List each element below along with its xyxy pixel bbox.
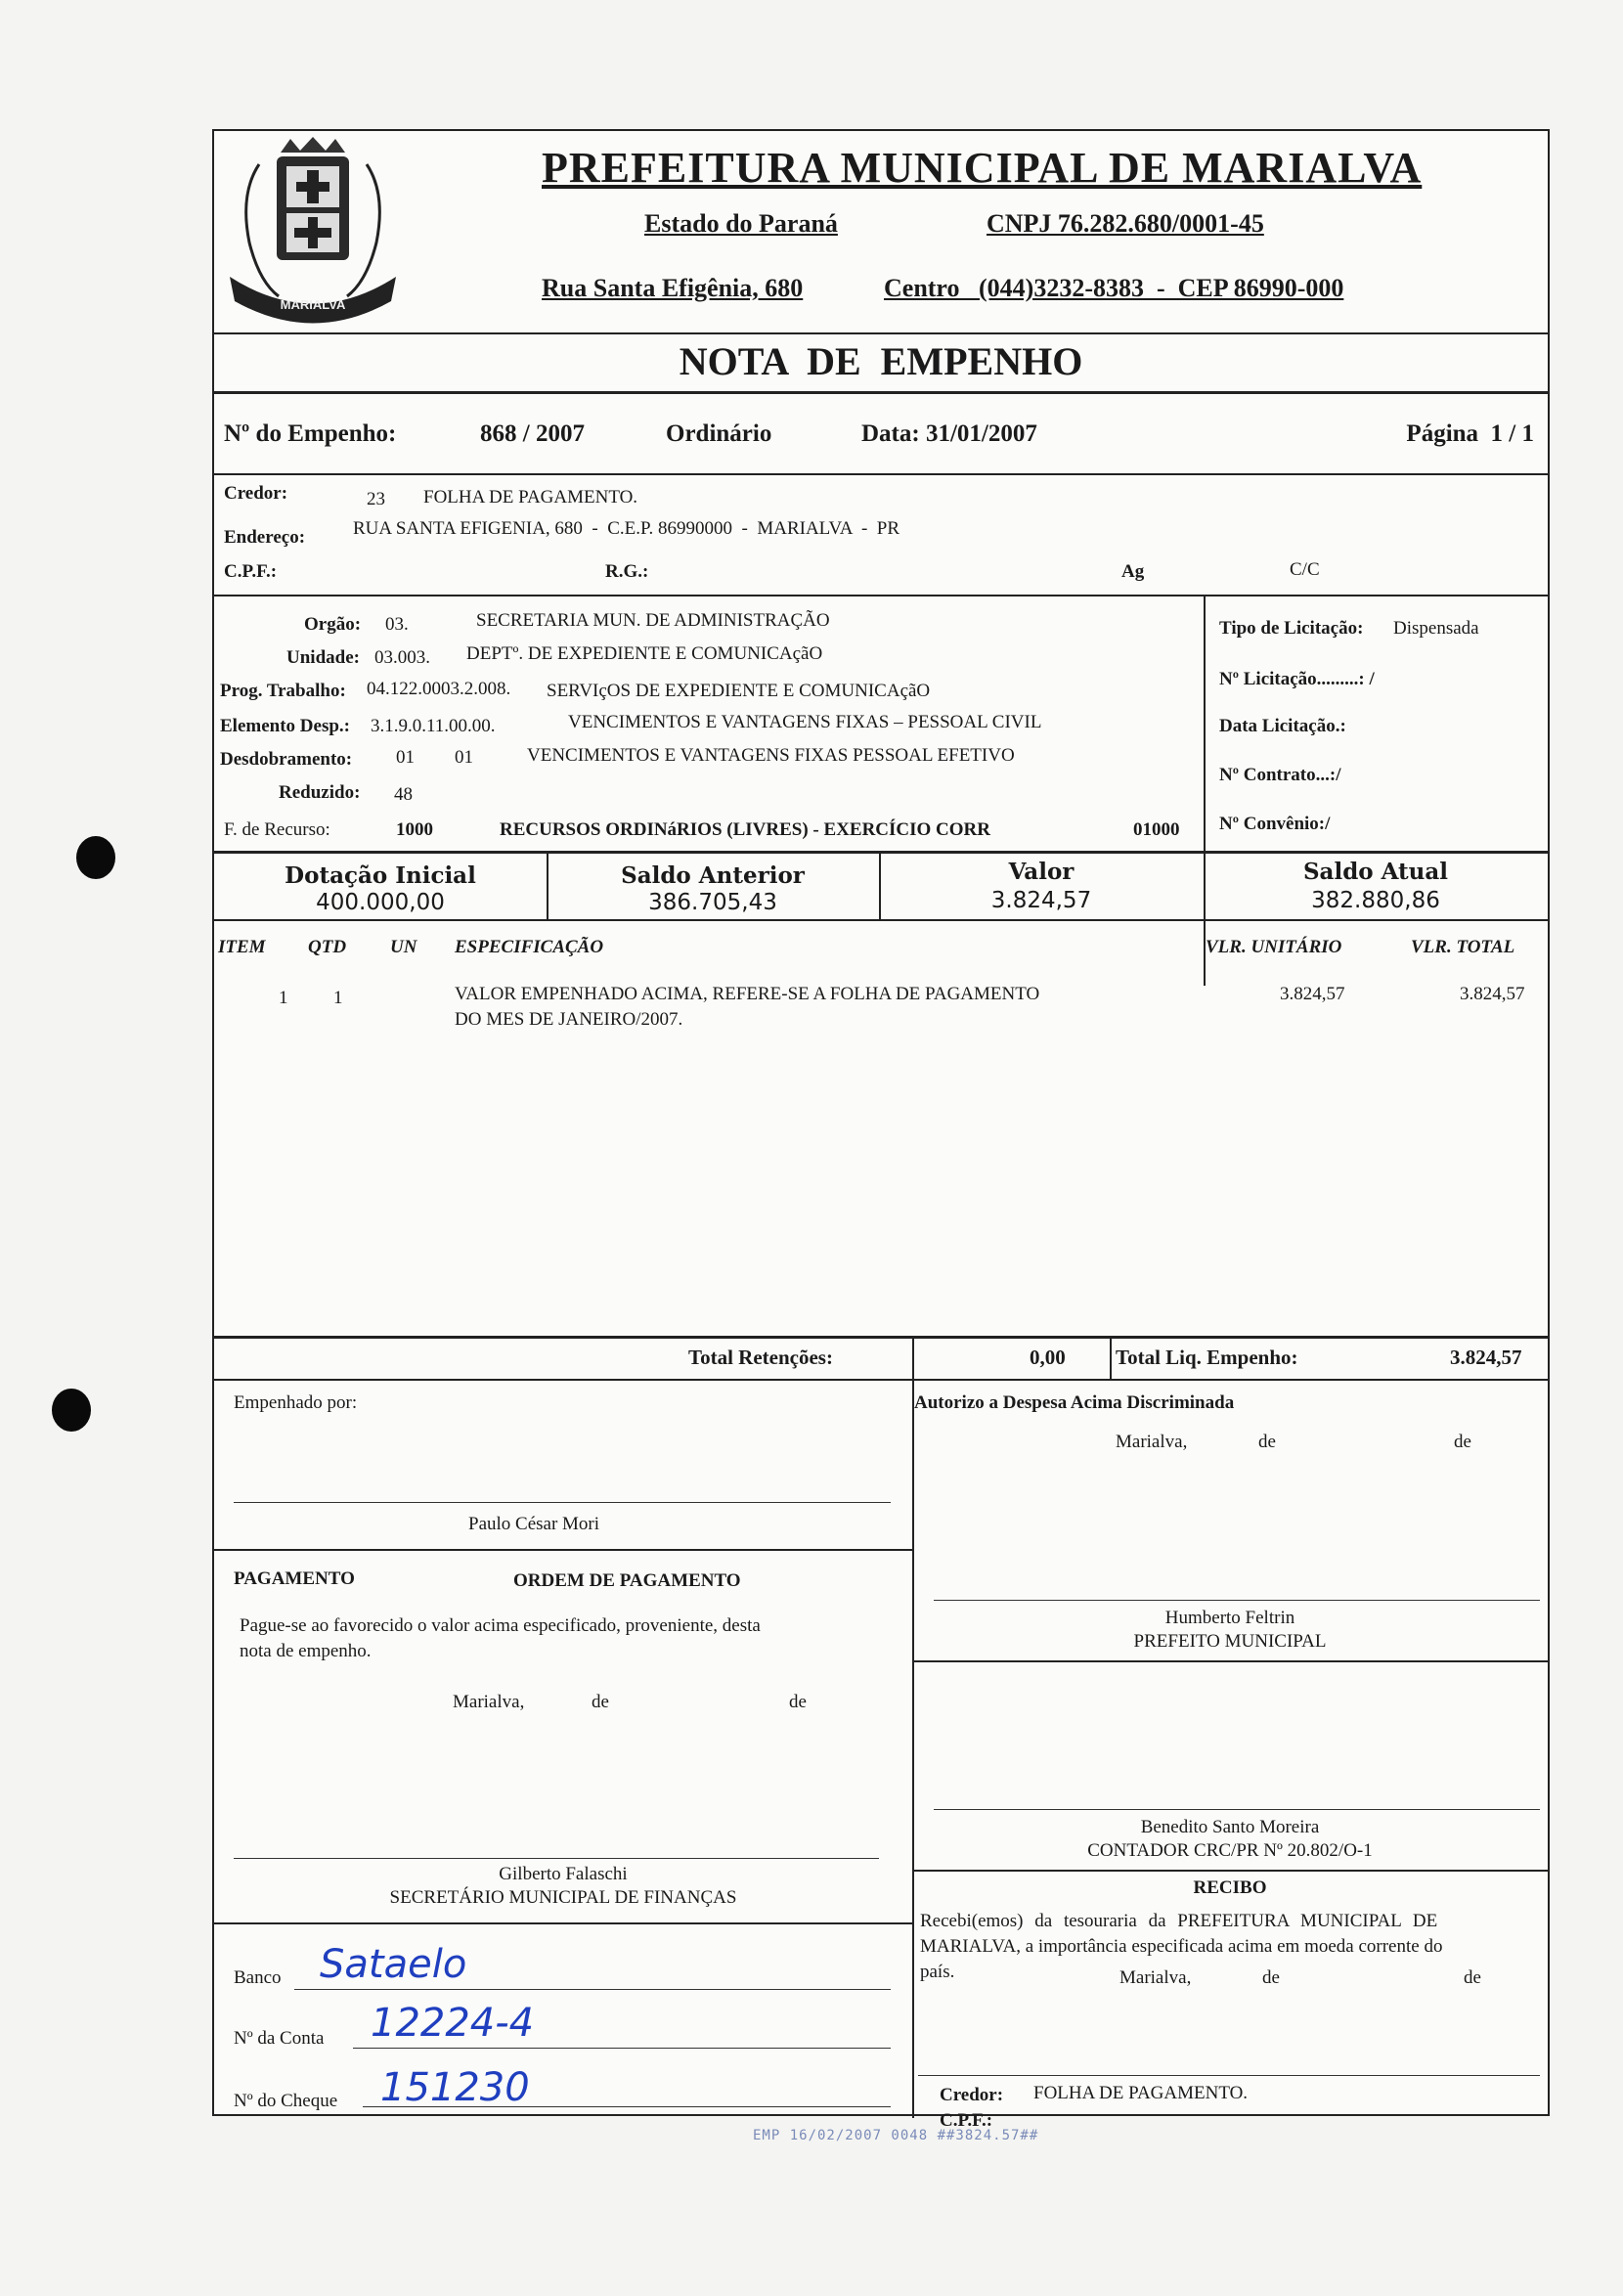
recibo-title: RECIBO — [1193, 1877, 1267, 1898]
item-unit-value: 3.824,57 — [1280, 984, 1345, 1004]
elemento-label: Elemento Desp.: — [220, 716, 350, 736]
ordem-de1: de — [592, 1692, 609, 1712]
cpf-label: C.P.F.: — [224, 561, 278, 582]
dotacao-inicial-value: 400.000,00 — [316, 890, 445, 915]
banco-label: Banco — [234, 1967, 282, 1988]
binder-hole-top — [76, 836, 115, 879]
empenho-type: Ordinário — [666, 420, 772, 447]
page-number: Página 1 / 1 — [1406, 420, 1534, 447]
header-contact: Centro (044)3232-8383 - CEP 86990-000 — [884, 274, 1344, 302]
total-retencoes-value: 0,00 — [1030, 1346, 1066, 1369]
recibo-text-line3: país. — [920, 1962, 955, 1982]
municipal-seal — [220, 135, 406, 331]
nota-empenho-form — [212, 129, 1550, 2131]
col-vlr-total: VLR. TOTAL — [1411, 937, 1515, 957]
credor-label: Credor: — [224, 483, 288, 504]
col-un: UN — [390, 937, 417, 957]
prog-trabalho-label: Prog. Trabalho: — [220, 681, 346, 701]
total-liq-value: 3.824,57 — [1450, 1346, 1522, 1369]
valor-label: Valor — [1008, 859, 1075, 885]
contador-title: CONTADOR CRC/PR Nº 20.802/O-1 — [1087, 1840, 1373, 1861]
header-address: Rua Santa Efigênia, 680 — [542, 274, 804, 302]
item-number: 1 — [279, 988, 288, 1008]
dotacao-inicial-label: Dotação Inicial — [285, 862, 476, 889]
contrato-number: Nº Contrato...:/ — [1219, 765, 1341, 785]
rg-label: R.G.: — [605, 561, 649, 582]
recurso-label: F. de Recurso: — [224, 819, 330, 840]
total-retencoes-label: Total Retenções: — [688, 1346, 833, 1369]
contador-name: Benedito Santo Moreira — [1140, 1817, 1320, 1837]
autorizo-place: Marialva, — [1116, 1432, 1188, 1452]
item-total-value: 3.824,57 — [1460, 984, 1525, 1004]
licitacao-number: Nº Licitação.........: / — [1219, 669, 1375, 689]
processing-stamp: EMP 16/02/2007 0048 ##3824.57## — [753, 2128, 1039, 2143]
recibo-de2: de — [1464, 1967, 1481, 1988]
desdobramento-code1: 01 — [396, 747, 415, 768]
header-cnpj: CNPJ 76.282.680/0001-45 — [987, 209, 1264, 238]
prefeito-title: PREFEITO MUNICIPAL — [1133, 1631, 1327, 1652]
unidade-code: 03.003. — [374, 647, 430, 668]
secretario-name: Gilberto Falaschi — [499, 1864, 628, 1884]
pagamento-label: PAGAMENTO — [234, 1568, 355, 1589]
ordem-pagamento-label: ORDEM DE PAGAMENTO — [513, 1570, 741, 1591]
licitacao-date: Data Licitação.: — [1219, 716, 1346, 736]
tipo-licitacao-value: Dispensada — [1393, 618, 1479, 639]
orgao-label: Orgão: — [304, 614, 362, 635]
prog-trabalho-desc: SERVIçOS DE EXPEDIENTE E COMUNICAçãO — [547, 681, 931, 701]
elemento-desc: VENCIMENTOS E VANTAGENS FIXAS – PESSOAL CIVIL — [568, 712, 1042, 732]
autorizo-label: Autorizo a Despesa Acima Discriminada — [914, 1392, 1235, 1413]
col-qtd: QTD — [308, 937, 347, 957]
ordem-text-line2: nota de empenho. — [240, 1641, 372, 1661]
unidade-label: Unidade: — [286, 647, 360, 668]
saldo-anterior-label: Saldo Anterior — [621, 862, 805, 889]
recibo-cpf-label: C.P.F.: — [940, 2110, 993, 2131]
ordem-text-line1: Pague-se ao favorecido o valor acima especificado, proveniente, desta — [240, 1615, 761, 1636]
empenhado-por-label: Empenhado por: — [234, 1392, 358, 1413]
recibo-text-line1: Recebi(emos) da tesouraria da PREFEITURA MUNICIPAL DE — [920, 1911, 1438, 1931]
tipo-licitacao-label: Tipo de Licitação: — [1219, 618, 1364, 639]
credor-code: 23 — [367, 489, 385, 509]
ordem-de2: de — [789, 1692, 807, 1712]
item-spec-line1: VALOR EMPENHADO ACIMA, REFERE-SE A FOLHA DE PAGAMENTO — [455, 984, 1040, 1004]
valor-value: 3.824,57 — [990, 888, 1092, 913]
prog-trabalho-code: 04.122.0003.2.008. — [367, 679, 511, 699]
item-qtd: 1 — [333, 988, 343, 1008]
desdobramento-label: Desdobramento: — [220, 749, 353, 770]
total-liq-label: Total Liq. Empenho: — [1116, 1346, 1298, 1369]
autorizo-de1: de — [1258, 1432, 1276, 1452]
orgao-desc: SECRETARIA MUN. DE ADMINISTRAÇÃO — [476, 610, 830, 631]
recibo-credor-value: FOLHA DE PAGAMENTO. — [1033, 2083, 1249, 2103]
credor-name: FOLHA DE PAGAMENTO. — [423, 487, 638, 508]
recurso-code: 1000 — [396, 819, 433, 840]
col-vlr-unitario: VLR. UNITÁRIO — [1206, 937, 1342, 957]
saldo-atual-label: Saldo Atual — [1302, 859, 1449, 885]
recurso-desc: RECURSOS ORDINáRIOS (LIVRES) - EXERCÍCIO CORR — [500, 819, 990, 840]
recibo-de1: de — [1262, 1967, 1280, 1988]
endereco-value: RUA SANTA EFIGENIA, 680 - C.E.P. 86990000 - MARIALVA - PR — [353, 518, 900, 539]
empenhado-por-name: Paulo César Mori — [468, 1514, 600, 1534]
empenho-number-label: Nº do Empenho: — [224, 420, 397, 447]
elemento-code: 3.1.9.0.11.00.00. — [371, 716, 496, 736]
convenio-number: Nº Convênio:/ — [1219, 814, 1331, 834]
recibo-place: Marialva, — [1119, 1967, 1192, 1988]
endereco-label: Endereço: — [224, 527, 306, 548]
saldo-atual-value: 382.880,86 — [1311, 888, 1440, 913]
empenho-date: Data: 31/01/2007 — [861, 420, 1037, 447]
doc-title: NOTA DE EMPENHO — [679, 339, 1083, 383]
recibo-text-line2: MARIALVA, a importância especificada acima em moeda corrente do — [920, 1936, 1443, 1957]
ordem-place: Marialva, — [453, 1692, 525, 1712]
col-item: ITEM — [218, 937, 266, 957]
recurso-code2: 01000 — [1133, 819, 1180, 840]
conta-value[interactable]: 12224-4 — [371, 2001, 535, 2046]
header-title: PREFEITURA MUNICIPAL DE MARIALVA — [542, 144, 1423, 192]
seal-text: MARIALVA — [280, 297, 346, 312]
conta-label: Nº da Conta — [234, 2028, 325, 2049]
empenho-number: 868 / 2007 — [480, 420, 585, 447]
unidade-desc: DEPTº. DE EXPEDIENTE E COMUNICAçãO — [466, 643, 823, 664]
item-spec-line2: DO MES DE JANEIRO/2007. — [455, 1009, 683, 1030]
reduzido-value: 48 — [394, 784, 413, 805]
desdobramento-desc: VENCIMENTOS E VANTAGENS FIXAS PESSOAL EFETIVO — [527, 745, 1015, 766]
cheque-value[interactable]: 151230 — [380, 2065, 530, 2110]
binder-hole-bottom — [52, 1389, 91, 1432]
col-especificacao: ESPECIFICAÇÃO — [455, 937, 604, 957]
recibo-credor-label: Credor: — [940, 2085, 1004, 2105]
autorizo-de2: de — [1454, 1432, 1471, 1452]
ag-label: Ag — [1121, 561, 1145, 582]
prefeito-name: Humberto Feltrin — [1164, 1608, 1295, 1628]
secretario-title: SECRETÁRIO MUNICIPAL DE FINANÇAS — [389, 1887, 737, 1908]
header-state: Estado do Paraná — [644, 209, 838, 238]
cheque-label: Nº do Cheque — [234, 2091, 338, 2111]
cc-label: C/C — [1290, 559, 1320, 580]
banco-value[interactable]: Sataelo — [320, 1942, 467, 1987]
orgao-code: 03. — [385, 614, 409, 635]
desdobramento-code2: 01 — [455, 747, 473, 768]
saldo-anterior-value: 386.705,43 — [648, 890, 777, 915]
reduzido-label: Reduzido: — [279, 782, 361, 803]
